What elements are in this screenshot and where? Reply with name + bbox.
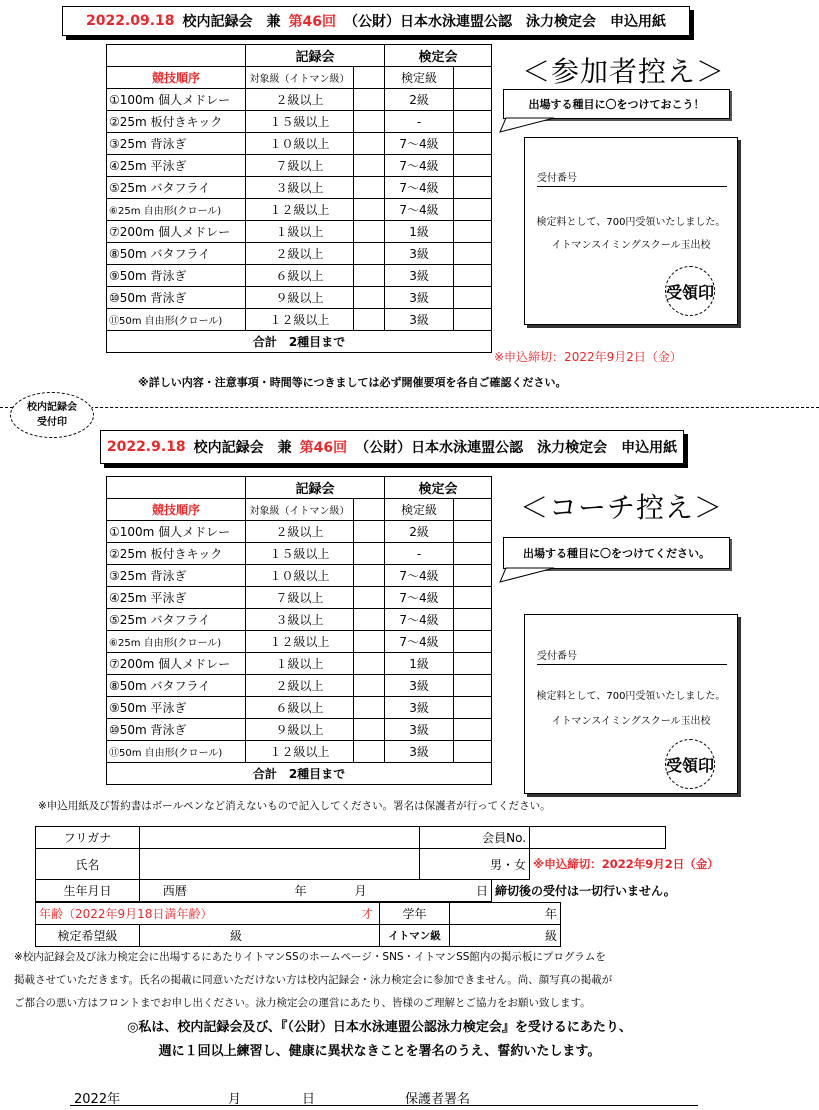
kentei-grade-header: 検定級 xyxy=(385,499,454,521)
applicant-form-lower xyxy=(35,902,561,947)
event-row xyxy=(107,521,492,543)
age-unit: 才 xyxy=(361,907,374,921)
kentei-check-header xyxy=(454,67,492,89)
form2-title-nth: 第46回 xyxy=(299,440,348,456)
event-target-grade: １０級以上 xyxy=(246,133,354,155)
total-row: 合計 2種目まで xyxy=(107,763,492,785)
record-check-header xyxy=(354,499,385,521)
event-target-grade: １２級以上 xyxy=(246,199,354,221)
event-target-grade: ２級以上 xyxy=(246,243,354,265)
event-kentei-grade: 3級 xyxy=(385,309,454,331)
event-kentei-grade: 7～4級 xyxy=(385,609,454,631)
record-entry-checkbox[interactable] xyxy=(354,565,385,587)
form2-instruction-bubble: 出場する種目に〇をつけてください。 xyxy=(503,537,730,569)
record-entry-checkbox[interactable] xyxy=(354,653,385,675)
kentei-entry-checkbox[interactable] xyxy=(454,287,492,309)
record-entry-checkbox[interactable] xyxy=(354,587,385,609)
signature-month: 月 xyxy=(228,1092,242,1107)
record-entry-checkbox[interactable] xyxy=(354,543,385,565)
form1-title-date: 2022.09.18 xyxy=(85,13,175,29)
record-header: 記録会 xyxy=(246,45,385,67)
event-row xyxy=(107,309,492,331)
fine-print-line: ※校内記録会及び泳力検定会に出場するにあたりイトマンSSのホームページ・SNS・イトマンSS館内の掲示板にプログラムを xyxy=(14,951,606,963)
form2-title-date: 2022.9.18 xyxy=(106,439,186,455)
event-target-grade: １５級以上 xyxy=(246,543,354,565)
event-target-grade: ６級以上 xyxy=(246,265,354,287)
event-target-grade: ７級以上 xyxy=(246,587,354,609)
event-row xyxy=(107,697,492,719)
form1-note: ※詳しい内容・注意事項・時間等につきましては必ず開催要項を各自ご確認ください。 xyxy=(138,376,567,389)
kentei-entry-checkbox[interactable] xyxy=(454,653,492,675)
form2-receipt-box xyxy=(524,614,738,794)
form1-title-mid: 校内記録会 兼 xyxy=(182,14,281,30)
form2-receipt-line2: イトマンスイミングスクール玉出校 xyxy=(551,716,711,727)
event-target-grade: １２級以上 xyxy=(246,741,354,763)
record-entry-checkbox[interactable] xyxy=(354,221,385,243)
cut-line xyxy=(0,407,819,408)
record-entry-checkbox[interactable] xyxy=(354,719,385,741)
event-kentei-grade: 7～4級 xyxy=(385,631,454,653)
signature-day: 日 xyxy=(302,1092,316,1107)
event-target-grade: ２級以上 xyxy=(246,89,354,111)
event-name: ⑥25m 自由形(クロール) xyxy=(107,199,246,221)
pledge-line: 週に１回以上練習し、健康に異状なきことを署名のうえ、誓約いたします。 xyxy=(158,1044,601,1059)
fine-print-line: 掲載させていただきます。氏名の掲載に同意いただけない方は校内記録会・泳力検定会に参加できません。尚、顔写真の掲載が xyxy=(14,974,613,986)
form1-receipt-stamp: 受領印 xyxy=(665,266,715,316)
event-kentei-grade: 3級 xyxy=(385,243,454,265)
record-check-header xyxy=(354,67,385,89)
event-row xyxy=(107,243,492,265)
event-target-grade: ３級以上 xyxy=(246,609,354,631)
form1-receipt-number-label: 受付番号 xyxy=(537,169,727,187)
pledge xyxy=(0,1017,789,1063)
school-year-field[interactable]: 年 xyxy=(450,903,561,925)
event-name: ⑩50m 背泳ぎ xyxy=(107,287,246,309)
name-label: 氏名 xyxy=(36,849,140,880)
event-row xyxy=(107,587,492,609)
kentei-hope-label: 検定希望級 xyxy=(36,925,140,947)
record-header: 記録会 xyxy=(246,477,385,499)
event-row xyxy=(107,609,492,631)
event-name: ⑨50m 平泳ぎ xyxy=(107,697,246,719)
record-entry-checkbox[interactable] xyxy=(354,199,385,221)
member-no-label: 会員No. xyxy=(420,827,530,849)
dob-era: 西暦 xyxy=(140,880,210,902)
kentei-entry-checkbox[interactable] xyxy=(454,177,492,199)
event-row xyxy=(107,675,492,697)
order-header: 競技順序 xyxy=(107,499,246,521)
kentei-grade-header: 検定級 xyxy=(385,67,454,89)
form1-instruction-bubble: 出場する種目に〇をつけておこう！ xyxy=(503,89,730,119)
event-name: ③25m 背泳ぎ xyxy=(107,133,246,155)
event-name: ⑧50m バタフライ xyxy=(107,243,246,265)
event-row xyxy=(107,565,492,587)
kentei-entry-checkbox[interactable] xyxy=(454,631,492,653)
form2-title-rest: （公財）日本水泳連盟公認 泳力検定会 申込用紙 xyxy=(355,440,678,456)
applicant-form xyxy=(35,826,719,902)
record-entry-checkbox[interactable] xyxy=(354,697,385,719)
event-kentei-grade: 2級 xyxy=(385,521,454,543)
dob-label: 生年月日 xyxy=(36,880,140,902)
event-target-grade: ７級以上 xyxy=(246,155,354,177)
kentei-entry-checkbox[interactable] xyxy=(454,741,492,763)
event-target-grade: ３級以上 xyxy=(246,177,354,199)
event-kentei-grade: - xyxy=(385,111,454,133)
event-kentei-grade: - xyxy=(385,543,454,565)
member-no-field[interactable] xyxy=(530,827,666,849)
form1-receipt-box xyxy=(524,137,738,325)
total-row: 合計 2種目まで xyxy=(107,331,492,353)
record-entry-checkbox[interactable] xyxy=(354,133,385,155)
age-label[interactable] xyxy=(36,903,380,925)
kentei-entry-checkbox[interactable] xyxy=(454,155,492,177)
event-name: ②25m 板付きキック xyxy=(107,543,246,565)
event-target-grade: １２級以上 xyxy=(246,631,354,653)
record-entry-checkbox[interactable] xyxy=(354,741,385,763)
corner-cell xyxy=(107,45,246,67)
event-name: ②25m 板付きキック xyxy=(107,111,246,133)
kentei-entry-checkbox[interactable] xyxy=(454,543,492,565)
event-kentei-grade: 3級 xyxy=(385,719,454,741)
pledge-line: ◎私は、校内記録会及び、『（公財）日本水泳連盟公認泳力検定会』を受けるにあたり、 xyxy=(127,1020,632,1035)
event-target-grade: １級以上 xyxy=(246,653,354,675)
event-name: ①100m 個人メドレー xyxy=(107,521,246,543)
event-target-grade: １５級以上 xyxy=(246,111,354,133)
kentei-entry-checkbox[interactable] xyxy=(454,243,492,265)
event-kentei-grade: 3級 xyxy=(385,265,454,287)
itoman-field[interactable]: 級 xyxy=(450,925,561,947)
form1-bubble-tail xyxy=(498,114,558,134)
record-entry-checkbox[interactable] xyxy=(354,609,385,631)
furigana-label: フリガナ xyxy=(36,827,140,849)
target-header: 対象級（イトマン級） xyxy=(246,67,354,89)
form1-receipt-line2: イトマンスイミングスクール玉出校 xyxy=(551,240,711,251)
kentei-entry-checkbox[interactable] xyxy=(454,565,492,587)
event-row xyxy=(107,133,492,155)
kentei-entry-checkbox[interactable] xyxy=(454,111,492,133)
name-field[interactable] xyxy=(140,849,420,880)
kentei-entry-checkbox[interactable] xyxy=(454,587,492,609)
fine-print xyxy=(14,946,704,1015)
form1-title xyxy=(62,6,690,36)
event-row xyxy=(107,155,492,177)
event-name: ①100m 個人メドレー xyxy=(107,89,246,111)
event-kentei-grade: 7～4級 xyxy=(385,155,454,177)
event-kentei-grade: 7～4級 xyxy=(385,565,454,587)
event-target-grade: ２級以上 xyxy=(246,675,354,697)
late-note: 締切後の受付は一切行いません。 xyxy=(495,884,676,899)
kentei-entry-checkbox[interactable] xyxy=(454,199,492,221)
dob-year[interactable]: 年 xyxy=(210,880,310,902)
event-row xyxy=(107,653,492,675)
form1-title-nth: 第46回 xyxy=(288,14,337,30)
event-target-grade: １２級以上 xyxy=(246,309,354,331)
event-kentei-grade: 7～4級 xyxy=(385,199,454,221)
target-header: 対象級（イトマン級） xyxy=(246,499,354,521)
order-header: 競技順序 xyxy=(107,67,246,89)
kentei-header: 検定会 xyxy=(385,45,492,67)
event-kentei-grade: 1級 xyxy=(385,221,454,243)
event-target-grade: ９級以上 xyxy=(246,287,354,309)
event-row xyxy=(107,741,492,763)
event-name: ⑤25m バタフライ xyxy=(107,609,246,631)
event-row xyxy=(107,221,492,243)
form2-bubble-tail xyxy=(498,564,558,584)
event-row xyxy=(107,543,492,565)
event-row xyxy=(107,631,492,653)
kentei-check-header xyxy=(454,499,492,521)
form2-copy-label: ＜コーチ控え＞ xyxy=(520,491,724,524)
record-entry-checkbox[interactable] xyxy=(354,675,385,697)
event-target-grade: ２級以上 xyxy=(246,521,354,543)
form1-event-table xyxy=(106,44,492,353)
record-entry-checkbox[interactable] xyxy=(354,309,385,331)
event-name: ③25m 背泳ぎ xyxy=(107,565,246,587)
event-name: ⑪50m 自由形(クロール) xyxy=(107,741,246,763)
kentei-entry-checkbox[interactable] xyxy=(454,521,492,543)
event-target-grade: ６級以上 xyxy=(246,697,354,719)
kentei-entry-checkbox[interactable] xyxy=(454,309,492,331)
record-entry-checkbox[interactable] xyxy=(354,243,385,265)
record-entry-checkbox[interactable] xyxy=(354,287,385,309)
kentei-entry-checkbox[interactable] xyxy=(454,265,492,287)
event-name: ⑦200m 個人メドレー xyxy=(107,221,246,243)
event-row xyxy=(107,287,492,309)
cut-stamp-text: 校内記録会 受付印 xyxy=(27,402,77,428)
form1-title-rest: （公財）日本水泳連盟公認 泳力検定会 申込用紙 xyxy=(344,14,667,30)
event-kentei-grade: 3級 xyxy=(385,675,454,697)
form2-event-table xyxy=(106,476,492,785)
kentei-entry-checkbox[interactable] xyxy=(454,675,492,697)
event-name: ⑧50m バタフライ xyxy=(107,675,246,697)
event-kentei-grade: 2級 xyxy=(385,89,454,111)
event-target-grade: １０級以上 xyxy=(246,565,354,587)
form2-receipt-stamp: 受領印 xyxy=(665,739,715,789)
kentei-entry-checkbox[interactable] xyxy=(454,89,492,111)
kentei-entry-checkbox[interactable] xyxy=(454,221,492,243)
kentei-entry-checkbox[interactable] xyxy=(454,719,492,741)
event-kentei-grade: 3級 xyxy=(385,287,454,309)
form1-receipt-line1: 検定料として、700円受領いたしました。 xyxy=(536,217,726,228)
age-label-text: 年齢（2022年9月18日満年齢） xyxy=(39,907,213,921)
form1-copy-label: ＜参加者控え＞ xyxy=(522,55,726,88)
form2-receipt-number-label: 受付番号 xyxy=(537,647,727,665)
form2-title xyxy=(100,430,684,464)
kentei-hope-field[interactable]: 級 xyxy=(140,925,380,947)
kentei-entry-checkbox[interactable] xyxy=(454,133,492,155)
event-name: ⑦200m 個人メドレー xyxy=(107,653,246,675)
event-name: ⑨50m 背泳ぎ xyxy=(107,265,246,287)
record-entry-checkbox[interactable] xyxy=(354,89,385,111)
event-row xyxy=(107,177,492,199)
event-name: ⑥25m 自由形(クロール) xyxy=(107,631,246,653)
record-entry-checkbox[interactable] xyxy=(354,265,385,287)
event-name: ⑩50m 背泳ぎ xyxy=(107,719,246,741)
furigana-field[interactable] xyxy=(140,827,420,849)
record-entry-checkbox[interactable] xyxy=(354,177,385,199)
event-row xyxy=(107,111,492,133)
school-year-label: 学年 xyxy=(380,903,450,925)
itoman-label: イトマン級 xyxy=(380,925,450,947)
fine-print-line: ご都合の悪い方はフロントまでお申し出ください。泳力検定会の運営にあたり、皆様のご理解とご協力をお願い致します。 xyxy=(14,997,591,1009)
event-row xyxy=(107,89,492,111)
record-entry-checkbox[interactable] xyxy=(354,155,385,177)
form2-title-mid: 校内記録会 兼 xyxy=(193,440,292,456)
kentei-entry-checkbox[interactable] xyxy=(454,609,492,631)
corner-cell xyxy=(107,477,246,499)
event-kentei-grade: 7～4級 xyxy=(385,133,454,155)
event-kentei-grade: 1級 xyxy=(385,653,454,675)
event-kentei-grade: 3級 xyxy=(385,697,454,719)
event-kentei-grade: 3級 xyxy=(385,741,454,763)
signature-year: 2022年 xyxy=(74,1092,121,1107)
dob-day[interactable]: 日 xyxy=(370,880,492,902)
form2-receipt-line1: 検定料として、700円受領いたしました。 xyxy=(536,691,726,702)
record-entry-checkbox[interactable] xyxy=(354,521,385,543)
event-name: ④25m 平泳ぎ xyxy=(107,155,246,177)
event-row xyxy=(107,199,492,221)
event-row xyxy=(107,265,492,287)
event-name: ⑤25m バタフライ xyxy=(107,177,246,199)
record-entry-checkbox[interactable] xyxy=(354,631,385,653)
event-row xyxy=(107,719,492,741)
pen-note: ※申込用紙及び誓約書はボールペンなど消えないもので記入してください。署名は保護者が行ってください。 xyxy=(38,800,551,812)
gender-choice[interactable]: 男・女 xyxy=(420,849,530,880)
event-kentei-grade: 7～4級 xyxy=(385,587,454,609)
kentei-header: 検定会 xyxy=(385,477,492,499)
cut-stamp xyxy=(10,392,94,438)
form1-deadline: ※申込締切：2022年9月2日（金） xyxy=(494,350,682,364)
event-target-grade: １級以上 xyxy=(246,221,354,243)
kentei-entry-checkbox[interactable] xyxy=(454,697,492,719)
event-name: ⑪50m 自由形(クロール) xyxy=(107,309,246,331)
event-kentei-grade: 7～4級 xyxy=(385,177,454,199)
event-name: ④25m 平泳ぎ xyxy=(107,587,246,609)
signature-line[interactable] xyxy=(70,1105,698,1106)
guardian-signature-label: 保護者署名 xyxy=(405,1092,471,1107)
record-entry-checkbox[interactable] xyxy=(354,111,385,133)
applicant-deadline: ※申込締切：2022年9月2日（金） xyxy=(533,857,719,872)
event-target-grade: ９級以上 xyxy=(246,719,354,741)
dob-month[interactable]: 月 xyxy=(310,880,370,902)
